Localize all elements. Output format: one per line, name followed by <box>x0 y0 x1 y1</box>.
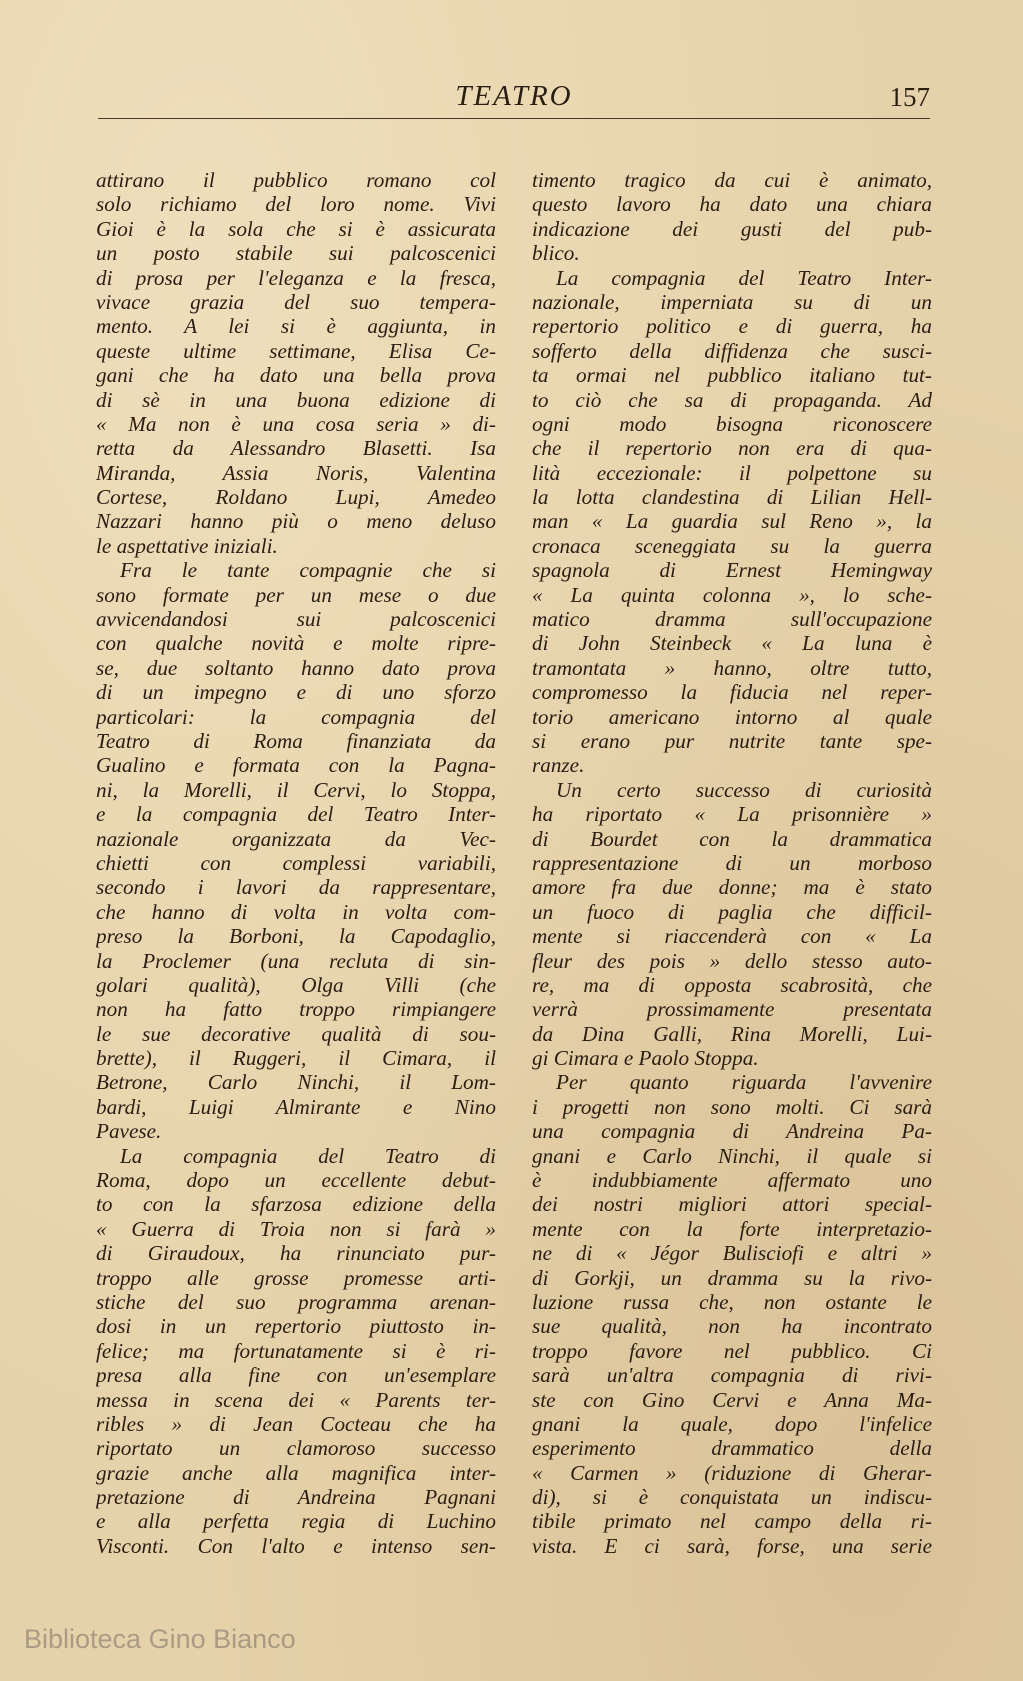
text-line: e la compagnia del Teatro Inter- <box>96 802 496 827</box>
text-line: messa in scena dei « Parents ter- <box>96 1387 496 1412</box>
text-line: lità eccezionale: il polpettone su <box>532 460 932 485</box>
text-line: si erano pur nutrite tante spe- <box>532 728 932 753</box>
text-line: Per quanto riguarda l'avvenire <box>556 1070 932 1095</box>
text-line: spagnola di Ernest Hemingway <box>532 558 932 583</box>
text-line: repertorio politico e di guerra, ha <box>532 314 932 339</box>
text-line: blico. <box>532 241 580 266</box>
right-column <box>532 168 932 1558</box>
text-line: Nazzari hanno più o meno deluso <box>96 509 496 534</box>
text-line: stiche del suo programma arenan- <box>96 1289 496 1314</box>
text-line: le sue decorative qualità di sou- <box>96 1021 496 1046</box>
text-line: Visconti. Con l'alto e intenso sen- <box>96 1533 496 1558</box>
text-line: mente con la forte interpretazio- <box>532 1216 932 1241</box>
text-line: brette), il Ruggeri, il Cimara, il <box>96 1046 496 1071</box>
text-line: timento tragico da cui è animato, <box>532 168 932 192</box>
running-title: TEATRO <box>455 80 573 112</box>
text-line: di John Steinbeck « La luna è <box>532 631 932 656</box>
text-line: re, ma di opposta scabrosità, che <box>532 972 932 997</box>
text-line: luzione russa che, non ostante le <box>532 1289 932 1314</box>
text-line: gnani e Carlo Ninchi, il quale si <box>532 1143 932 1168</box>
text-line: se, due soltanto hanno dato prova <box>96 655 496 680</box>
text-line: nazionale, imperniata su di un <box>532 289 932 314</box>
left-column <box>96 168 496 1558</box>
text-line: indicazione dei gusti del pub- <box>532 216 932 241</box>
text-line: con qualche novità e molte ripre- <box>96 631 496 656</box>
text-line: Un certo successo di curiosità <box>556 777 932 802</box>
text-line: questo lavoro ha dato una chiara <box>532 192 932 217</box>
text-line: la Proclemer (una recluta di sin- <box>96 948 496 973</box>
text-line: un fuoco di paglia che difficil- <box>532 899 932 924</box>
text-line: amore fra due donne; ma è stato <box>532 875 932 900</box>
text-line: ranze. <box>532 753 585 778</box>
text-line: to ciò che sa di propaganda. Ad <box>532 387 932 412</box>
text-line: troppo favore nel pubblico. Ci <box>532 1338 932 1363</box>
text-line: fleur des pois » dello stesso auto- <box>532 948 932 973</box>
text-line: da Dina Galli, Rina Morelli, Lui- <box>532 1021 932 1046</box>
text-line: « Ma non è una cosa seria » di- <box>96 411 496 436</box>
text-line: la lotta clandestina di Lilian Hell- <box>532 485 932 510</box>
text-line: sofferto della diffidenza che susci- <box>532 338 932 363</box>
text-line: di un impegno e di uno sforzo <box>96 680 496 705</box>
text-line: di Bourdet con la drammatica <box>532 826 932 851</box>
text-line: retta da Alessandro Blasetti. Isa <box>96 436 496 461</box>
text-line: verrà prossimamente presentata <box>532 997 932 1022</box>
text-line: mento. A lei si è aggiunta, in <box>96 314 496 339</box>
text-line: troppo alle grosse promesse arti- <box>96 1265 496 1290</box>
text-line: felice; ma fortunatamente si è ri- <box>96 1338 496 1363</box>
text-line: presa alla fine con un'esemplare <box>96 1363 496 1388</box>
text-line: grazie anche alla magnifica inter- <box>96 1460 496 1485</box>
text-line: che hanno di volta in volta com- <box>96 899 496 924</box>
text-line: particolari: la compagnia del <box>96 704 496 729</box>
text-line: gnani la quale, dopo l'infelice <box>532 1411 932 1436</box>
text-line: riportato un clamoroso successo <box>96 1436 496 1461</box>
text-line: secondo i lavori da rappresentare, <box>96 875 496 900</box>
text-line: che il repertorio non era di qua- <box>532 436 932 461</box>
text-line: di Gorkji, un dramma su la rivo- <box>532 1265 932 1290</box>
text-line: le aspettative iniziali. <box>96 533 278 558</box>
text-line: bardi, Luigi Almirante e Nino <box>96 1094 496 1119</box>
text-line: man « La guardia sul Reno », la <box>532 509 932 534</box>
text-line: sue qualità, non ha incontrato <box>532 1314 932 1339</box>
text-line: vivace grazia del suo tempera- <box>96 289 496 314</box>
text-line: ogni modo bisogna riconoscere <box>532 411 932 436</box>
page-header <box>98 76 930 119</box>
text-line: esperimento drammatico della <box>532 1436 932 1461</box>
text-line: dosi in un repertorio piuttosto in- <box>96 1314 496 1339</box>
text-line: avvicendandosi sui palcoscenici <box>96 607 496 632</box>
text-line: ha riportato « La prisonnière » <box>532 802 932 827</box>
text-line: e alla perfetta regia di Luchino <box>96 1509 496 1534</box>
text-line: Gualino e formata con la Pagna- <box>96 753 496 778</box>
text-line: La compagnia del Teatro di <box>120 1143 496 1168</box>
text-line: un posto stabile sui palcoscenici <box>96 241 496 266</box>
text-line: queste ultime settimane, Elisa Ce- <box>96 338 496 363</box>
library-watermark: Biblioteca Gino Bianco <box>24 1624 296 1654</box>
text-line: sarà un'altra compagnia di rivi- <box>532 1363 932 1388</box>
text-line: attirano il pubblico romano col <box>96 168 496 192</box>
text-line: rappresentazione di un morboso <box>532 850 932 875</box>
text-line: non ha fatto troppo rimpiangere <box>96 997 496 1022</box>
text-line: ribles » di Jean Cocteau che ha <box>96 1411 496 1436</box>
text-line: ni, la Morelli, il Cervi, lo Stoppa, <box>96 777 496 802</box>
text-line: chietti con complessi variabili, <box>96 850 496 875</box>
text-line: di Giraudoux, ha rinunciato pur- <box>96 1241 496 1266</box>
text-line: una compagnia di Andreina Pa- <box>532 1119 932 1144</box>
text-line: Teatro di Roma finanziata da <box>96 728 496 753</box>
text-line: to con la sfarzosa edizione della <box>96 1192 496 1217</box>
text-line: solo richiamo del loro nome. Vivi <box>96 192 496 217</box>
page-number: 157 <box>889 82 930 112</box>
text-line: vista. E ci sarà, forse, una serie <box>532 1533 932 1558</box>
text-line: è indubbiamente affermato uno <box>532 1168 932 1193</box>
text-line: Betrone, Carlo Ninchi, il Lom- <box>96 1070 496 1095</box>
text-line: di), si è conquistata un indiscu- <box>532 1485 932 1510</box>
text-line: ste con Gino Cervi e Anna Ma- <box>532 1387 932 1412</box>
text-line: tibile primato nel campo della ri- <box>532 1509 932 1534</box>
text-line: di sè in una buona edizione di <box>96 387 496 412</box>
text-line: tramontata » hanno, oltre tutto, <box>532 655 932 680</box>
text-line: gani che ha dato una bella prova <box>96 363 496 388</box>
text-line: dei nostri migliori attori special- <box>532 1192 932 1217</box>
text-line: Cortese, Roldano Lupi, Amedeo <box>96 485 496 510</box>
text-line: La compagnia del Teatro Inter- <box>556 265 932 290</box>
text-line: Gioi è la sola che si è assicurata <box>96 216 496 241</box>
text-line: i progetti non sono molti. Ci sarà <box>532 1094 932 1119</box>
text-line: compromesso la fiducia nel reper- <box>532 680 932 705</box>
text-line: Miranda, Assia Noris, Valentina <box>96 460 496 485</box>
text-line: sono formate per un mese o due <box>96 582 496 607</box>
text-line: ne di « Jégor Bulisciofi e altri » <box>532 1241 932 1266</box>
text-line: pretazione di Andreina Pagnani <box>96 1485 496 1510</box>
text-line: ta ormai nel pubblico italiano tut- <box>532 363 932 388</box>
text-line: matico dramma sull'occupazione <box>532 607 932 632</box>
text-line: cronaca sceneggiata su la guerra <box>532 533 932 558</box>
text-line: « La quinta colonna », lo sche- <box>532 582 932 607</box>
text-line: Pavese. <box>96 1119 162 1144</box>
text-line: Roma, dopo un eccellente debut- <box>96 1168 496 1193</box>
text-line: torio americano intorno al quale <box>532 704 932 729</box>
text-line: preso la Borboni, la Capodaglio, <box>96 924 496 949</box>
text-line: mente si riaccenderà con « La <box>532 924 932 949</box>
text-line: « Guerra di Troia non si farà » <box>96 1216 496 1241</box>
text-line: di prosa per l'eleganza e la fresca, <box>96 265 496 290</box>
text-line: gi Cimara e Paolo Stoppa. <box>532 1046 759 1071</box>
text-line: Fra le tante compagnie che si <box>120 558 496 583</box>
text-line: golari qualità), Olga Villi (che <box>96 972 496 997</box>
text-line: « Carmen » (riduzione di Gherar- <box>532 1460 932 1485</box>
text-line: nazionale organizzata da Vec- <box>96 826 496 851</box>
